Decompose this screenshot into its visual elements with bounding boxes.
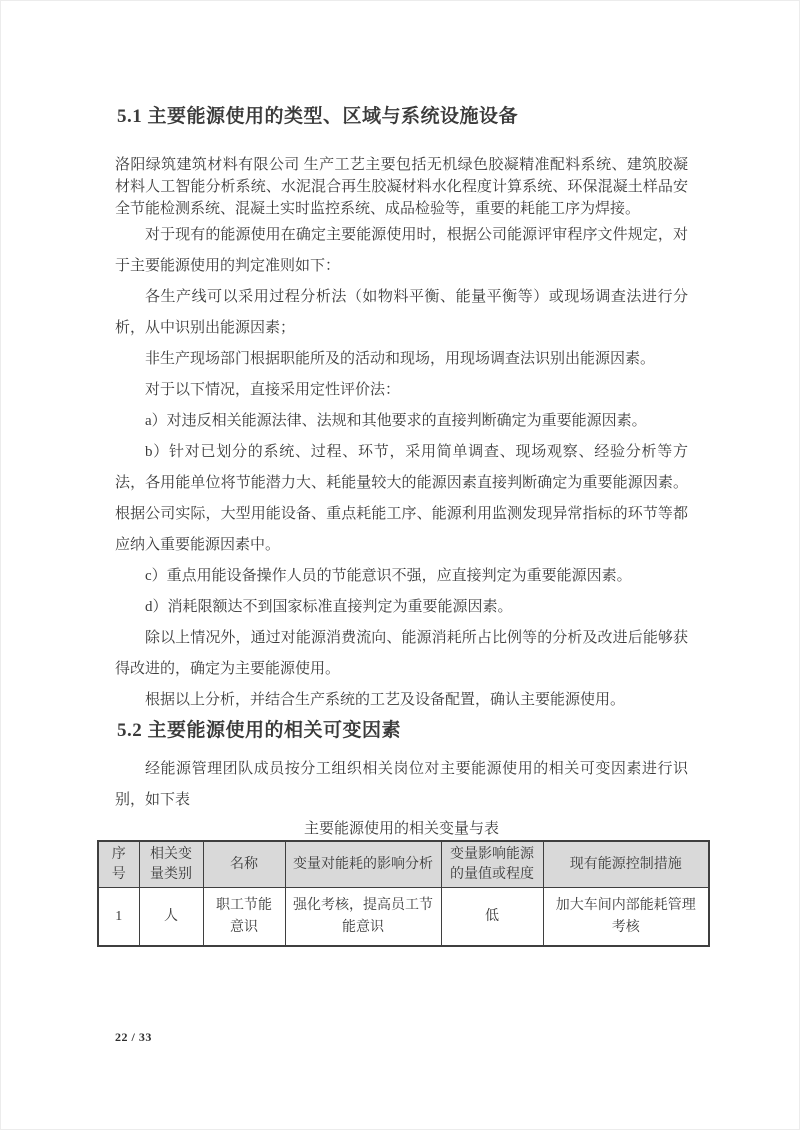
paragraph-other-cases: 除以上情况外，通过对能源消费流向、能源消耗所占比例等的分析及改进后能够获得改进的，确定为主要能源使用。 [115, 630, 688, 677]
paragraph-non-production: 非生产现场部门根据职能所及的活动和现场，用现场调查法识别出能源因素。 [145, 351, 656, 367]
table-header-index: 序号 [98, 841, 139, 888]
paragraph-item-a: a）对违反相关能源法律、法规和其他要求的直接判断确定为重要能源因素。 [145, 413, 647, 429]
cell-index: 1 [98, 888, 139, 947]
section-heading-5-1: 5.1 主要能源使用的类型、区域与系统设施设备 [117, 106, 519, 127]
cell-magnitude: 低 [441, 888, 543, 947]
cell-control-measures: 加大车间内部能耗管理考核 [543, 888, 709, 947]
paragraph-process-analysis: 各生产线可以采用过程分析法（如物料平衡、能量平衡等）或现场调查法进行分析，从中识别出能源因素； [115, 289, 688, 336]
table-header-control-measures: 现有能源控制措施 [543, 841, 709, 888]
table-header-name: 名称 [203, 841, 285, 888]
cell-category: 人 [139, 888, 203, 947]
section-heading-5-2: 5.2 主要能源使用的相关可变因素 [117, 720, 402, 741]
table-header-category: 相关变量类别 [139, 841, 203, 888]
paragraph-item-b: b）针对已划分的系统、过程、环节，采用简单调查、现场观察、经验分析等方法，各用能单位将节能潜力大、耗能量较大的能源因素直接判断确定为重要能源因素。根据公司实际，大型用能设备、重点耗能工序、能源利用监测发现异常指标的环节等都应纳入重要能源因素中。 [115, 444, 688, 553]
paragraph-company-process: 洛阳绿筑建筑材料有限公司 生产工艺主要包括无机绿色胶凝精准配料系统、建筑胶凝材料人工智能分析系统、水泥混合再生胶凝材料水化程度计算系统、环保混凝土样品安全节能检测系统、混凝土实时监控系统、成品检验等，重要的耗能工序为焊接。 [115, 157, 688, 217]
table-header-magnitude: 变量影响能源的量值或程度 [441, 841, 543, 888]
paragraph-conclusion: 根据以上分析，并结合生产系统的工艺及设备配置，确认主要能源使用。 [145, 692, 626, 708]
table-header-impact-analysis: 变量对能耗的影响分析 [285, 841, 441, 888]
cell-name: 职工节能意识 [203, 888, 285, 947]
cell-impact-analysis: 强化考核，提高员工节能意识 [285, 888, 441, 947]
paragraph-variable-identify: 经能源管理团队成员按分工组织相关岗位对主要能源使用的相关可变因素进行识别，如下表 [115, 761, 688, 808]
paragraph-item-c: c）重点用能设备操作人员的节能意识不强，应直接判定为重要能源因素。 [145, 568, 632, 584]
table-title: 主要能源使用的相关变量与表 [303, 821, 499, 837]
page-number: 22 / 33 [115, 1030, 152, 1044]
variables-table [97, 840, 710, 947]
table-header-row [98, 841, 709, 888]
paragraph-item-d: d）消耗限额达不到国家标准直接判定为重要能源因素。 [145, 599, 513, 615]
paragraph-qualitative-intro: 对于以下情况，直接采用定性评价法： [145, 382, 401, 398]
table-row [98, 888, 709, 947]
paragraph-review-criteria: 对于现有的能源使用在确定主要能源使用时，根据公司能源评审程序文件规定，对于主要能源使用的判定准则如下： [115, 227, 688, 274]
